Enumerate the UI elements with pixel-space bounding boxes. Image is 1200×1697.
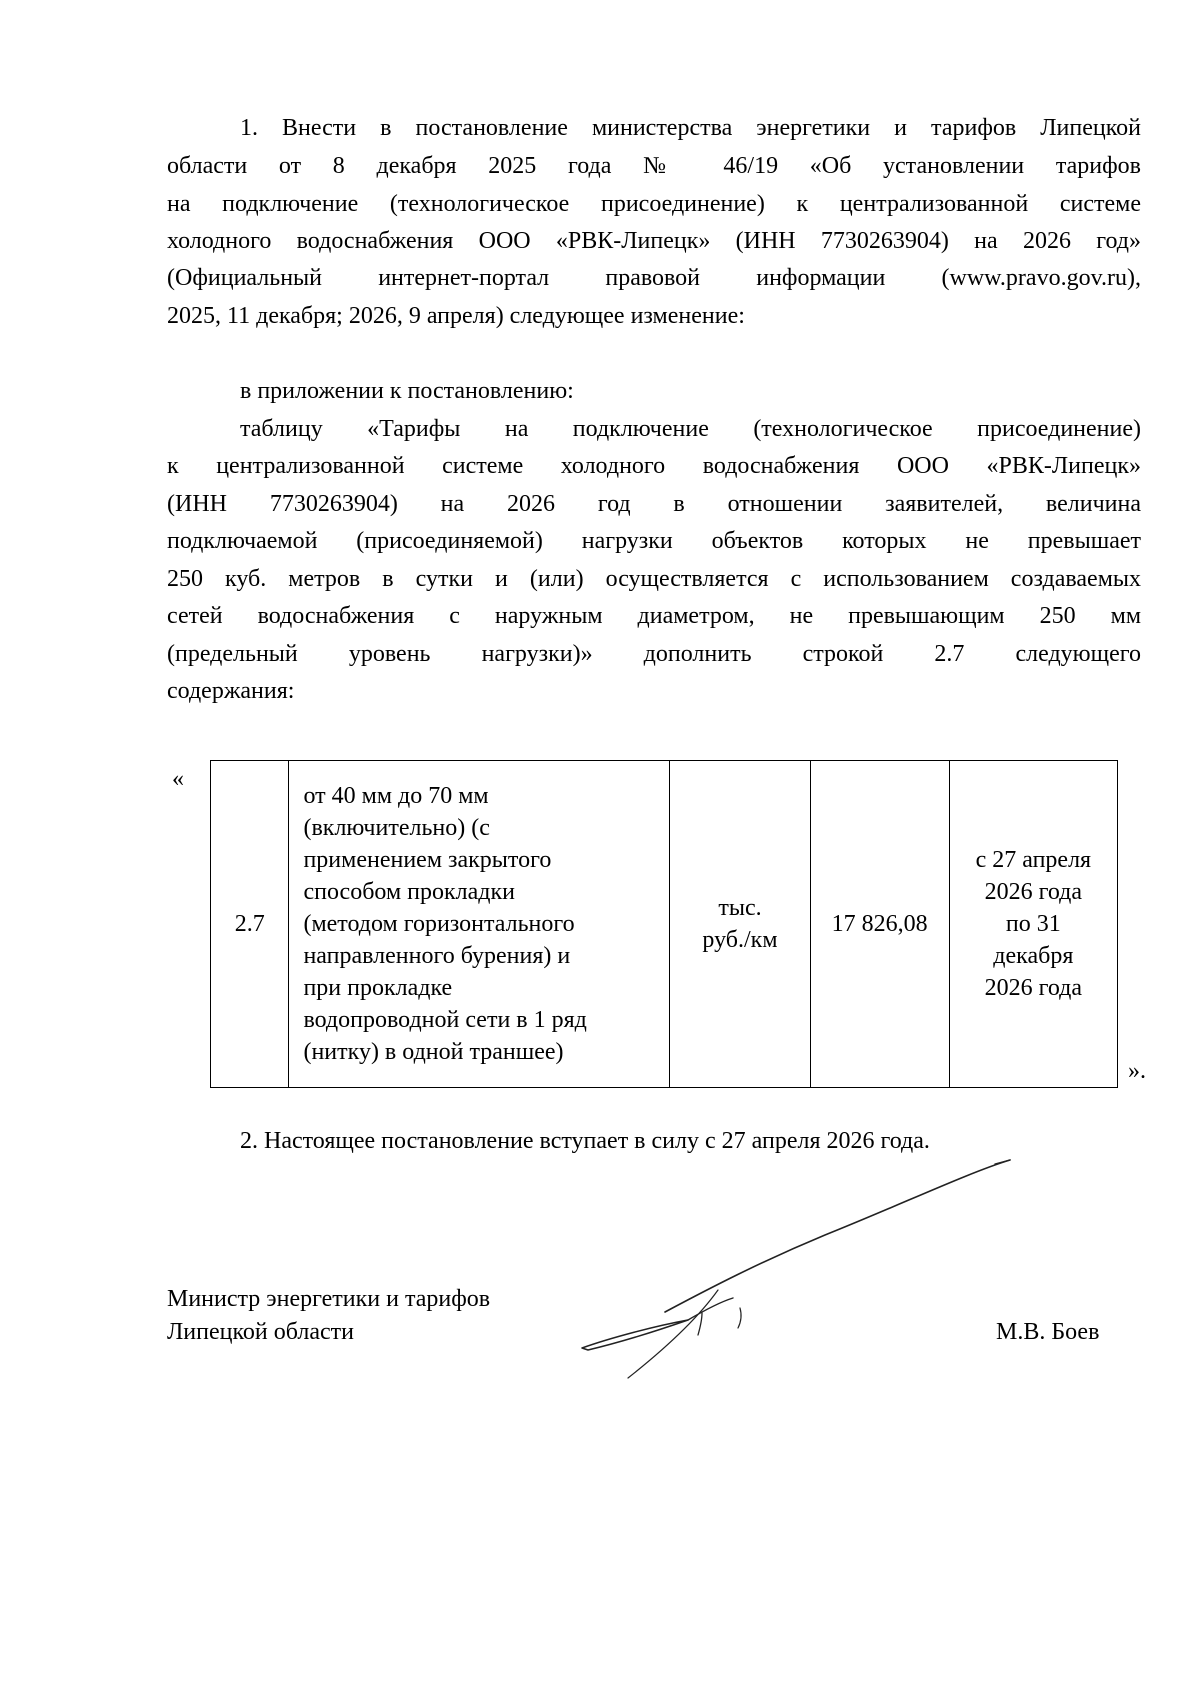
period-line: 2026 года (984, 975, 1083, 1001)
row-unit-cell (670, 761, 810, 1088)
description-line: применением закрытого (303, 847, 552, 873)
period-line: декабря (993, 943, 1074, 969)
annex-line-8: содержания: (167, 678, 295, 704)
description-line: от 40 мм до 70 мм (303, 783, 489, 809)
table-row (211, 761, 1118, 1088)
handwritten-signature (570, 1150, 1040, 1390)
tariff-value: 17 826,08 (831, 911, 928, 937)
row-value-cell (810, 761, 949, 1088)
annex-line-5: 250 куб. метров в сутки и (или) осуществляется с использованием создаваемых (167, 566, 1141, 592)
period-line: по 31 (1005, 911, 1061, 937)
point1-line-6: 2025, 11 декабря; 2026, 9 апреля) следующее изменение: (167, 303, 745, 329)
row-description-cell (289, 761, 670, 1088)
description-line: (нитку) в одной траншее) (303, 1039, 564, 1065)
annex-line-6: сетей водоснабжения с наружным диаметром, не превышающим 250 мм (167, 603, 1141, 629)
unit-line: тыс. (718, 895, 762, 921)
point1-line-3: на подключение (технологическое присоединение) к централизованной системе (167, 191, 1141, 217)
description-line: (включительно) (с (303, 815, 490, 841)
period-line: с 27 апреля (975, 847, 1092, 873)
table-quote-close: ». (1128, 1058, 1146, 1084)
description-line: (методом горизонтального (303, 911, 575, 937)
annex-line-1: таблицу «Тарифы на подключение (технологическое присоединение) (240, 416, 1141, 442)
annex-line-3: (ИНН 7730263904) на 2026 год в отношении заявителей, величина (167, 491, 1141, 517)
point1-line-1: 1. Внести в постановление министерства энергетики и тарифов Липецкой (240, 115, 1141, 141)
annex-line-2: к централизованной системе холодного водоснабжения ООО «РВК-Липецк» (167, 453, 1141, 479)
row-number: 2.7 (234, 911, 265, 937)
position-line: Министр энергетики и тарифов (167, 1286, 491, 1312)
point1-line-5: (Официальный интернет-портал правовой информации (www.pravo.gov.ru), (167, 265, 1141, 291)
signatory-position (167, 1283, 490, 1349)
point2-text: 2. Настоящее постановление вступает в силу с 27 апреля 2026 года. (240, 1128, 930, 1154)
position-line: Липецкой области (167, 1319, 354, 1345)
period-line: 2026 года (984, 879, 1083, 905)
point1-line-2: области от 8 декабря 2025 года № 46/19 «Об установлении тарифов (167, 153, 1141, 179)
tariff-table (210, 760, 1118, 1088)
description-line: водопроводной сети в 1 ряд (303, 1007, 587, 1033)
table-quote-open: « (172, 766, 184, 792)
description-line: способом прокладки (303, 879, 515, 905)
unit-line: руб./км (702, 927, 778, 953)
signatory-name: М.В. Боев (996, 1319, 1100, 1345)
description-line: при прокладке (303, 975, 453, 1001)
description-line: направленного бурения) и (303, 943, 571, 969)
annex-line-7: (предельный уровень нагрузки)» дополнить строкой 2.7 следующего (167, 641, 1141, 667)
row-number-cell (211, 761, 289, 1088)
annex-intro: в приложении к постановлению: (240, 378, 574, 404)
point1-line-4: холодного водоснабжения ООО «РВК-Липецк» (ИНН 7730263904) на 2026 год» (167, 228, 1141, 254)
row-period-cell (949, 761, 1117, 1088)
annex-line-4: подключаемой (присоединяемой) нагрузки объектов которых не превышает (167, 528, 1141, 554)
